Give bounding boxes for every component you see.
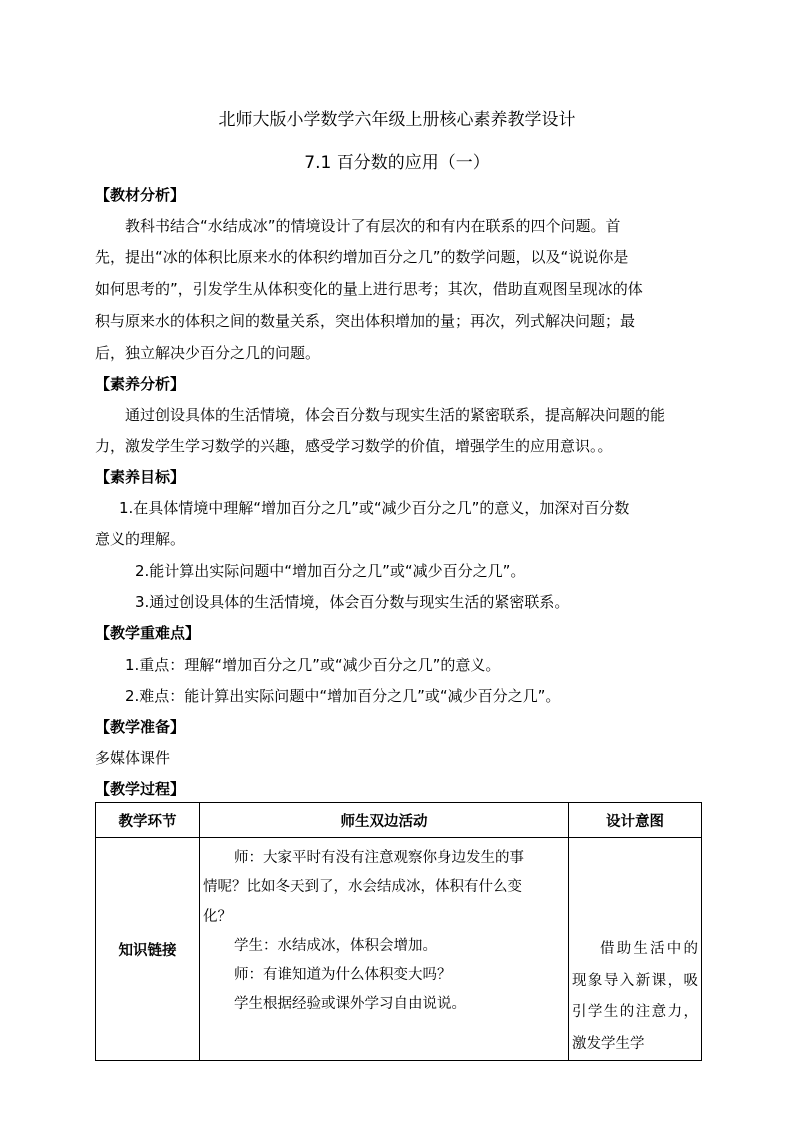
heading-keypoints: 【教学重难点】 [95,624,201,642]
material-line: 先，提出“冰的体积比原来水的体积约增加百分之几”的数学问题，以及“说说你是 [95,248,629,266]
heading-literacy: 【素养分析】 [95,375,186,393]
activity-line: 学生：水结成冰，体积会增加。 [234,937,437,954]
header-intent: 设计意图 [569,803,702,838]
keypoint-line: 2.难点：能计算出实际问题中“增加百分之几”或“减少百分之几”。 [125,687,561,705]
literacy-line: 通过创设具体的生活情境，体会百分数与现实生活的紧密联系，提高解决问题的能 [125,406,666,424]
process-table [95,802,702,1061]
material-line: 如何思考的”，引发学生从体积变化的量上进行思考；其次，借助直观图呈现冰的体 [95,280,643,298]
goal-line: 1.在具体情境中理解“增加百分之几”或“减少百分之几”的意义，加深对百分数 [119,499,630,517]
document-title: 北师大版小学数学六年级上册核心素养教学设计 [218,110,576,130]
heading-prep: 【教学准备】 [95,718,186,736]
keypoint-line: 1.重点：理解“增加百分之几”或“减少百分之几”的意义。 [125,656,501,674]
table-row [96,838,702,1061]
activity-cell [200,838,569,1061]
table-header-row [96,803,702,838]
goal-line: 意义的理解。 [95,530,186,548]
header-activity: 师生双边活动 [200,803,569,838]
material-line: 教科书结合“水结成冰”的情境设计了有层次的和有内在联系的四个问题。首 [125,217,621,235]
activity-line: 师：大家平时有没有注意观察你身边发生的事 [234,850,524,866]
heading-material: 【教材分析】 [95,186,186,204]
activity-line: 师：有谁知道为什么体积变大吗？ [234,967,452,984]
intent-cell [569,838,702,1061]
activity-line: 情呢？比如冬天到了，水会结成冰，体积有什么变 [203,879,522,896]
goal-line: 3.通过创设具体的生活情境，体会百分数与现实生活的紧密联系。 [135,593,570,611]
lesson-title: 7.1 百分数的应用（一） [304,153,490,173]
intent-text: 借助生活中的现象导入新课，吸引学生的注意力，激发学生学 [572,941,698,1052]
prep-line: 多媒体课件 [95,749,171,767]
material-line: 后，独立解决少百分之几的问题。 [95,344,321,362]
heading-process: 【教学过程】 [95,780,186,798]
material-line: 积与原来水的体积之间的数量关系，突出体积增加的量；再次，列式解决问题；最 [95,312,636,330]
stage-cell: 知识链接 [96,838,200,1061]
header-stage: 教学环节 [96,803,200,838]
goal-line: 2.能计算出实际问题中“增加百分之几”或“减少百分之几”。 [135,562,526,580]
literacy-line: 力，激发学生学习数学的兴趣，感受学习数学的价值，增强学生的应用意识。。 [95,437,613,455]
activity-line: 化？ [203,908,232,925]
activity-line: 学生根据经验或课外学习自由说说。 [234,996,466,1013]
heading-goals: 【素养目标】 [95,468,186,486]
